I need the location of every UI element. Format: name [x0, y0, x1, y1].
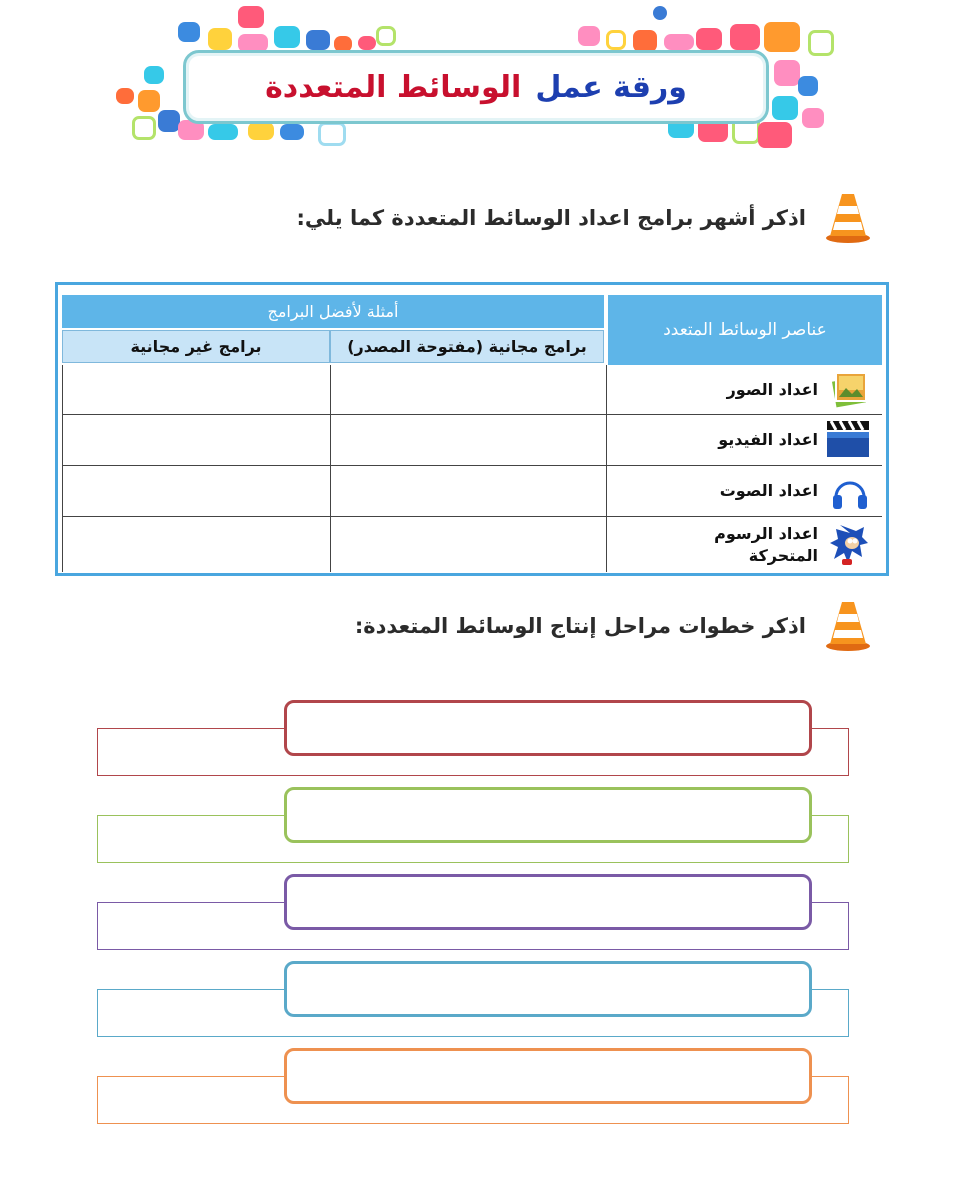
decor-tile: [138, 90, 160, 112]
programs-table: [55, 282, 889, 576]
decor-tile: [178, 22, 200, 42]
header-elements: عناصر الوسائط المتعدد: [608, 295, 882, 365]
row-label-text: اعداد الرسوم المتحركة: [714, 523, 818, 565]
step-3-input-box[interactable]: [284, 874, 812, 930]
decor-tile: [758, 122, 792, 148]
traffic-cone-icon: [824, 192, 872, 244]
row-label-text: اعداد الصوت: [719, 481, 818, 501]
header-examples: أمثلة لأفضل البرامج: [62, 295, 604, 328]
video-clapper-icon: [830, 419, 870, 459]
decor-tile: [158, 110, 180, 132]
decor-tile: [578, 26, 600, 46]
decor-tile: [730, 24, 760, 50]
decor-tile: [280, 124, 304, 140]
decor-tile: [248, 122, 274, 140]
free-program-cell[interactable]: [330, 466, 606, 517]
decor-tile: [764, 22, 800, 52]
step-1-input-box[interactable]: [284, 700, 812, 756]
page-title-part2: الوسائط المتعددة: [265, 69, 522, 105]
step-5-input-box[interactable]: [284, 1048, 812, 1104]
decor-tile: [633, 30, 657, 52]
decor-tile: [772, 96, 798, 120]
decor-tile: [774, 60, 800, 86]
decor-tile: [208, 28, 232, 50]
decor-tile: [208, 124, 238, 140]
page-title-part1: ورقة عمل: [535, 69, 687, 105]
header-banner: [108, 0, 838, 165]
free-program-cell[interactable]: [330, 415, 606, 466]
header-free-programs: برامج مجانية (مفتوحة المصدر): [330, 330, 604, 363]
question-1-heading: [297, 192, 872, 244]
traffic-cone-icon: [824, 600, 872, 652]
paid-program-cell[interactable]: [62, 517, 330, 572]
decor-tile: [606, 30, 626, 50]
table-grid: [62, 289, 882, 569]
title-box: [183, 50, 769, 124]
free-program-cell[interactable]: [330, 517, 606, 572]
question-1-text: اذكر أشهر برامج اعداد الوسائط المتعددة كما يلي:: [296, 206, 806, 230]
decor-tile: [696, 28, 722, 50]
table-row-label: [606, 517, 882, 572]
decor-tile: [238, 6, 264, 28]
decor-tile: [358, 36, 376, 50]
paid-program-cell[interactable]: [62, 415, 330, 466]
decor-tile: [274, 26, 300, 48]
decor-tile: [798, 76, 818, 96]
decor-tile: [116, 88, 134, 104]
row-label-text: اعداد الصور: [726, 379, 818, 399]
table-row-label: [606, 466, 882, 517]
question-2-text: اذكر خطوات مراحل إنتاج الوسائط المتعددة:: [354, 614, 806, 638]
step-2-input-box[interactable]: [284, 787, 812, 843]
header-paid-programs: برامج غير مجانية: [62, 330, 330, 363]
row-label-text: اعداد الفيديو: [718, 430, 818, 450]
decor-tile: [808, 30, 834, 56]
headphones-icon: [830, 471, 870, 511]
decor-tile: [306, 30, 330, 50]
animation-character-icon: [830, 523, 870, 563]
paid-program-cell[interactable]: [62, 466, 330, 517]
image-icon: [830, 369, 870, 409]
decor-tile: [653, 6, 667, 20]
decor-tile: [144, 66, 164, 84]
step-4-input-box[interactable]: [284, 961, 812, 1017]
decor-tile: [132, 116, 156, 140]
free-program-cell[interactable]: [330, 365, 606, 415]
table-row-label: [606, 415, 882, 466]
decor-tile: [802, 108, 824, 128]
decor-tile: [318, 122, 346, 146]
decor-tile: [376, 26, 396, 46]
table-row-label: [606, 365, 882, 415]
paid-program-cell[interactable]: [62, 365, 330, 415]
decor-tile: [664, 34, 694, 50]
question-2-heading: [355, 600, 872, 652]
